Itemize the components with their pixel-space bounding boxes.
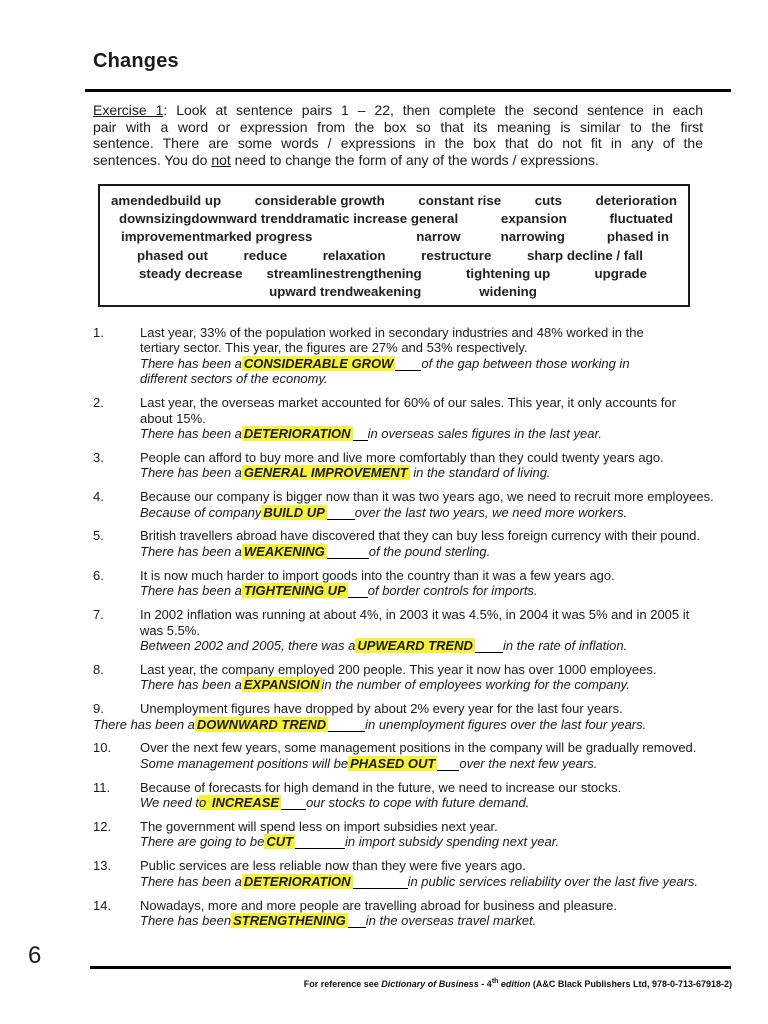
blank-underline (437, 766, 459, 768)
item-number: 3. (93, 449, 104, 465)
item-body (140, 528, 700, 559)
answer-line (242, 545, 369, 559)
completion-sentence (140, 756, 696, 771)
completion-suffix: over the last two years, we need more workers. (354, 504, 628, 520)
completion-prefix: There are going to be (140, 834, 265, 850)
answer-highlight: WEAKENING (243, 543, 325, 559)
box-word: phased in (606, 229, 669, 245)
exercise-item (93, 568, 755, 599)
completion-prefix: Some management positions will be (140, 755, 349, 771)
box-word: tightening up (466, 265, 551, 281)
footer-ref-book-title: Dictionary of Business (381, 979, 479, 989)
answer-highlight: GENERAL IMPROVEMENT (243, 465, 408, 481)
item-body (140, 489, 714, 520)
box-word: widening (479, 284, 537, 300)
completion-suffix: in overseas sales figures in the last year. (367, 425, 602, 441)
item-body (140, 607, 689, 653)
instruction-line (93, 135, 703, 152)
answer-line (210, 796, 306, 810)
word-box (98, 184, 690, 307)
exercise-item (93, 701, 755, 732)
first-sentence-line: The government will spend less on import subsidies next year. (140, 819, 498, 835)
blank-underline (353, 436, 368, 438)
word-box-line (109, 283, 679, 301)
exercise-item (93, 740, 755, 771)
answer-line (195, 718, 365, 732)
first-sentence-line: In 2002 inflation was running at about 4%, in 2003 it was 4.5%, in 2004 it was 5% and in 2005 it (140, 607, 690, 623)
box-word: considerable growth (254, 193, 385, 208)
exercise-item (93, 325, 755, 387)
completion-suffix: in the rate of inflation. (502, 637, 628, 653)
box-word: amendedbuild up (111, 193, 222, 208)
completion-sentence (140, 426, 676, 441)
completion-sentence (140, 505, 714, 520)
answer-highlight: INCREASE (211, 795, 280, 811)
item-number: 14. (93, 897, 112, 913)
footer-ref-sup: th (491, 978, 499, 985)
box-word: reduce (243, 247, 288, 263)
completion-suffix: in the standard of living. (409, 465, 551, 481)
blank-underline (281, 805, 306, 807)
completion-suffix-line2: different sectors of the economy. (140, 371, 328, 387)
completion-prefix: There has been (140, 913, 232, 929)
completion-sentence (140, 913, 617, 928)
answer-line (348, 757, 459, 771)
instruction-text: sentences. You do (93, 151, 212, 168)
first-sentence-line: Nowadays, more and more people are travelling abroad for business and pleasure. (140, 897, 617, 913)
answer-highlight-light: o (199, 795, 210, 811)
first-sentence-line: Because of forecasts for high demand in the future, we need to increase our stocks. (140, 779, 622, 795)
items-list (93, 325, 755, 937)
exercise-item (93, 780, 755, 811)
completion-sentence (140, 638, 689, 653)
instruction-line (93, 119, 703, 136)
box-word: phased out (137, 247, 208, 263)
box-word: relaxation (322, 247, 386, 263)
answer-highlight: EXPANSION (243, 677, 320, 693)
answer-highlight: PHASED OUT (350, 755, 436, 771)
first-sentence-line: Last year, the company employed 200 people. This year it now has over 1000 employees. (140, 661, 657, 677)
box-word: improvementmarked progress (121, 229, 313, 245)
item-body (93, 701, 647, 732)
completion-sentence (140, 356, 644, 371)
completion-prefix: We need t (140, 795, 200, 811)
first-sentence-line: Unemployment figures have dropped by about 2% every year for the last four years. (140, 701, 623, 717)
exercise-item (93, 662, 755, 693)
answer-line (264, 835, 345, 849)
item-number: 9. (93, 701, 104, 717)
completion-prefix: There has been a (140, 355, 242, 371)
word-box-line (109, 228, 679, 246)
item-number: 5. (93, 528, 104, 544)
completion-suffix: our stocks to cope with future demand. (306, 795, 530, 811)
completion-prefix: There has been a (93, 716, 195, 732)
box-word: steady decrease (139, 265, 243, 281)
item-body (140, 740, 696, 771)
exercise-item (93, 898, 755, 929)
item-body (140, 858, 698, 889)
blank-underline (348, 923, 366, 925)
blank-underline (327, 515, 355, 517)
box-word: sharp decline / fall (526, 247, 643, 263)
exercise-item (93, 450, 755, 481)
completion-sentence (140, 583, 615, 598)
exercise-item (93, 819, 755, 850)
first-sentence-line: Last year, the overseas market accounted for 60% of our sales. This year, it only accounts for (140, 395, 676, 411)
completion-suffix: of the pound sterling. (368, 543, 491, 559)
item-number: 6. (93, 567, 104, 583)
underlined-text: not (211, 151, 231, 168)
answer-line (242, 678, 322, 692)
completion-suffix: in the number of employees working for the company. (321, 677, 630, 693)
answer-line (261, 506, 354, 520)
exercise-instructions (93, 102, 703, 168)
blank-underline (327, 554, 369, 556)
answer-highlight: DETERIORATION (243, 873, 351, 889)
completion-prefix: Because of company (140, 504, 262, 520)
item-number: 13. (93, 858, 112, 874)
blank-underline (328, 727, 365, 729)
instruction-line (93, 102, 703, 119)
first-sentence-line: tertiary sector. This year, the figures are 27% and 53% respectively. (140, 340, 528, 356)
footer-reference (304, 978, 732, 989)
answer-line (242, 875, 408, 889)
instruction-text: pair with a word or expression from the box so that its meaning is similar to the first (93, 118, 703, 135)
exercise-item (93, 607, 755, 653)
item-body (140, 662, 656, 693)
box-word: downsizingdownward trenddramatic increase general (119, 211, 459, 227)
first-sentence-line: It is now much harder to import goods into the country than it was a few years ago. (140, 567, 615, 583)
answer-line (242, 427, 368, 441)
item-body (140, 325, 644, 387)
completion-suffix: of the gap between those working in (421, 355, 630, 371)
completion-sentence (140, 544, 700, 559)
completion-suffix: in unemployment figures over the last four years. (365, 716, 647, 732)
word-box-line (109, 265, 679, 283)
footer-ref-mid: - 4 (478, 979, 492, 989)
blank-underline (348, 593, 368, 595)
footer-ref-prefix: For reference see (303, 979, 382, 989)
box-word: streamlinestrengthening (266, 265, 422, 281)
completion-sentence (140, 834, 559, 849)
item-number: 12. (93, 819, 112, 835)
completion-prefix: There has been a (140, 873, 242, 889)
blank-underline (353, 884, 408, 886)
completion-sentence (93, 717, 646, 732)
answer-line (242, 584, 368, 598)
first-sentence-line: British travellers abroad have discovered that they can buy less foreign currency with their pound. (140, 528, 701, 544)
first-sentence-line: Because our company is bigger now than it was two years ago, we need to recruit more employees. (140, 489, 714, 505)
blank-underline (475, 648, 503, 650)
completion-sentence (140, 874, 698, 889)
item-number: 1. (93, 325, 104, 340)
box-word: upward trendweakening (269, 284, 422, 300)
blank-underline (395, 366, 421, 368)
completion-prefix: There has been a (140, 677, 242, 693)
completion-prefix: There has been a (140, 583, 242, 599)
first-sentence-line: Public services are less reliable now than they were five years ago. (140, 858, 526, 874)
answer-line (231, 914, 366, 928)
box-word: cuts (534, 193, 563, 208)
word-box-line (109, 192, 679, 210)
item-body (140, 568, 615, 599)
completion-suffix: in import subsidy spending next year. (345, 834, 560, 850)
instruction-line (93, 152, 703, 169)
exercise-item (93, 489, 755, 520)
first-sentence-line: Last year, 33% of the population worked in secondary industries and 48% worked in the (140, 325, 644, 340)
answer-highlight: STRENGTHENING (233, 913, 346, 929)
instruction-text: need to change the form of any of the words / expressions. (230, 151, 599, 168)
exercise-item (93, 528, 755, 559)
completion-prefix: Between 2002 and 2005, there was a (140, 637, 356, 653)
completion-prefix: There has been a (140, 543, 242, 559)
exercise-item (93, 395, 755, 441)
answer-line (242, 357, 422, 371)
box-word: expansion (500, 211, 567, 227)
completion-suffix: of border controls for imports. (367, 583, 538, 599)
completion-sentence (140, 465, 664, 480)
word-box-line (109, 247, 679, 265)
box-word: narrowing (500, 229, 565, 245)
completion-sentence (140, 677, 656, 692)
first-sentence-line: People can afford to buy more and live more comfortably than they could twenty years ago. (140, 449, 664, 465)
item-body (140, 395, 676, 441)
box-word: constant rise (418, 193, 502, 208)
instruction-text: sentence. There are some words / expressions in the box that do not fit in any of the (93, 135, 703, 152)
completion-suffix: in the overseas travel market. (365, 913, 537, 929)
item-body (140, 450, 664, 481)
answer-highlight: TIGHTENING UP (243, 583, 346, 599)
footer-ref-edition: edition (498, 979, 531, 989)
page-title: Changes (93, 50, 179, 72)
item-body (140, 898, 617, 929)
box-word: restructure (421, 247, 492, 263)
first-sentence-line: was 5.5%. (140, 622, 200, 638)
item-number: 4. (93, 489, 104, 505)
item-number: 10. (93, 740, 112, 756)
exercise-item (93, 858, 755, 889)
answer-highlight: BUILD UP (263, 504, 325, 520)
first-sentence-line: about 15%. (140, 410, 206, 426)
box-word: fluctuated (609, 211, 673, 227)
box-word: upgrade (594, 265, 647, 281)
completion-prefix: There has been a (140, 425, 242, 441)
title-rule (85, 89, 731, 92)
page-number: 6 (28, 942, 42, 969)
answer-highlight: CUT (266, 834, 294, 850)
answer-line (242, 466, 410, 480)
answer-highlight: DOWNWARD TREND (196, 716, 327, 732)
completion-sentence (140, 795, 621, 810)
answer-highlight: UPWEARD TREND (357, 637, 473, 653)
box-word: narrow (416, 229, 461, 245)
item-number: 8. (93, 661, 104, 677)
footer-ref-suffix: (A&C Black Publishers Ltd, 978-0-713-67918-2) (530, 979, 732, 989)
completion-prefix: There has been a (140, 465, 242, 481)
instruction-text: : Look at sentence pairs 1 – 22, then complete the second sentence in each (163, 102, 703, 118)
blank-underline (295, 844, 345, 846)
item-number: 2. (93, 395, 104, 411)
completion-suffix: in public services reliability over the last five years. (407, 873, 699, 889)
answer-line (355, 639, 503, 653)
answer-highlight: CONSIDERABLE GROW (243, 355, 394, 371)
word-box-line (109, 210, 679, 228)
answer-highlight: DETERIORATION (243, 425, 351, 441)
item-number: 7. (93, 607, 104, 623)
underlined-text: Exercise 1 (93, 102, 164, 118)
completion-suffix: over the next few years. (459, 755, 598, 771)
box-word: deterioration (595, 193, 677, 208)
item-body (140, 780, 621, 811)
footer-rule (90, 966, 731, 969)
item-number: 11. (93, 779, 111, 795)
first-sentence-line: Over the next few years, some management positions in the company will be gradually removed. (140, 740, 697, 756)
item-body (140, 819, 559, 850)
